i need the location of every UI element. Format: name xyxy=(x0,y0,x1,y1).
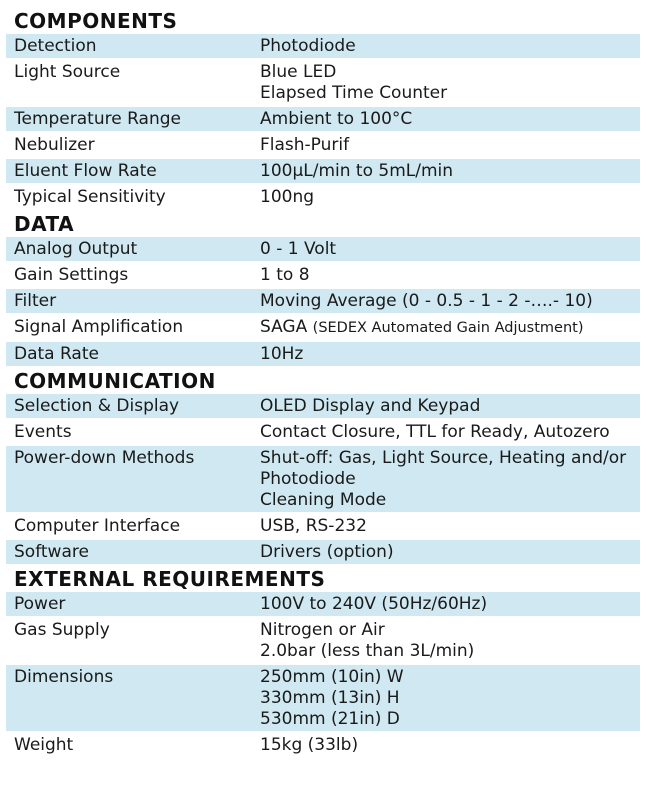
spec-label: Data Rate xyxy=(14,344,99,364)
spec-value xyxy=(260,187,640,208)
spec-value-line: 530mm (21in) D xyxy=(260,709,400,729)
spec-value-line: 100µL/min to 5mL/min xyxy=(260,161,454,181)
spec-row xyxy=(6,394,640,420)
spec-row xyxy=(6,34,640,60)
spec-row xyxy=(6,665,640,733)
spec-label: Power-down Methods xyxy=(14,448,195,468)
spec-value-line: Cleaning Mode xyxy=(260,490,387,510)
spec-label: Typical Sensitivity xyxy=(14,187,166,207)
spec-label: Dimensions xyxy=(14,667,114,687)
spec-value-line: OLED Display and Keypad xyxy=(260,396,481,416)
spec-value xyxy=(260,109,640,130)
spec-value-line: Shut-off: Gas, Light Source, Heating and/or xyxy=(260,448,627,468)
spec-row xyxy=(6,263,640,289)
spec-row xyxy=(6,592,640,618)
spec-label: Events xyxy=(14,422,72,442)
spec-value-line: SAGA (SEDEX Automated Gain Adjustment) xyxy=(260,317,584,337)
spec-table xyxy=(6,8,640,759)
spec-value xyxy=(260,239,640,260)
spec-label: Detection xyxy=(14,36,97,56)
spec-value xyxy=(260,396,640,417)
spec-value-line: Photodiode xyxy=(260,469,356,489)
section-heading: DATA xyxy=(6,211,640,237)
spec-row xyxy=(6,618,640,665)
spec-label: Gain Settings xyxy=(14,265,129,285)
spec-value-line: 330mm (13in) H xyxy=(260,688,400,708)
spec-value xyxy=(260,291,640,312)
spec-value xyxy=(260,265,640,286)
spec-row xyxy=(6,159,640,185)
spec-value xyxy=(260,161,640,182)
spec-value xyxy=(260,62,640,104)
spec-label: Software xyxy=(14,542,89,562)
spec-label: Nebulizer xyxy=(14,135,95,155)
spec-row xyxy=(6,133,640,159)
spec-label: Gas Supply xyxy=(14,620,110,640)
spec-value-line: 100ng xyxy=(260,187,315,207)
spec-row xyxy=(6,342,640,368)
spec-value-line: 250mm (10in) W xyxy=(260,667,404,687)
spec-value-line: Photodiode xyxy=(260,36,356,56)
spec-value-line: Moving Average (0 - 0.5 - 1 - 2 -….- 10) xyxy=(260,291,593,311)
spec-label: Eluent Flow Rate xyxy=(14,161,157,181)
spec-label: Temperature Range xyxy=(14,109,181,129)
spec-value-line: 100V to 240V (50Hz/60Hz) xyxy=(260,594,488,614)
spec-row xyxy=(6,237,640,263)
spec-label: Light Source xyxy=(14,62,121,82)
spec-value-line: 10Hz xyxy=(260,344,304,364)
spec-value-line: 2.0bar (less than 3L/min) xyxy=(260,641,475,661)
spec-value-line: Contact Closure, TTL for Ready, Autozero xyxy=(260,422,610,442)
spec-value xyxy=(260,542,640,563)
spec-row xyxy=(6,540,640,566)
spec-row xyxy=(6,289,640,315)
spec-value-line: 15kg (33lb) xyxy=(260,735,359,755)
spec-label: Computer Interface xyxy=(14,516,181,536)
spec-row xyxy=(6,315,640,342)
spec-label: Signal Amplification xyxy=(14,317,184,337)
spec-value xyxy=(260,667,640,730)
spec-value xyxy=(260,317,640,339)
spec-label: Analog Output xyxy=(14,239,138,259)
spec-value xyxy=(260,620,640,662)
spec-value xyxy=(260,36,640,57)
section-heading: COMPONENTS xyxy=(6,8,640,34)
spec-value xyxy=(260,448,640,511)
spec-row xyxy=(6,446,640,514)
spec-label: Power xyxy=(14,594,66,614)
spec-value-line: Flash-Purif xyxy=(260,135,350,155)
spec-value-line: Elapsed Time Counter xyxy=(260,83,448,103)
spec-value-line: Drivers (option) xyxy=(260,542,394,562)
spec-value xyxy=(260,344,640,365)
spec-value-line: 0 - 1 Volt xyxy=(260,239,337,259)
section-heading: COMMUNICATION xyxy=(6,368,640,394)
spec-value-note: (SEDEX Automated Gain Adjustment) xyxy=(312,320,584,336)
spec-row xyxy=(6,107,640,133)
spec-value-line: Ambient to 100°C xyxy=(260,109,413,129)
spec-value xyxy=(260,135,640,156)
spec-row xyxy=(6,514,640,540)
section-heading: EXTERNAL REQUIREMENTS xyxy=(6,566,640,592)
spec-value-line: 1 to 8 xyxy=(260,265,310,285)
spec-value xyxy=(260,422,640,443)
spec-label: Weight xyxy=(14,735,74,755)
spec-row xyxy=(6,733,640,759)
spec-row xyxy=(6,420,640,446)
spec-label: Filter xyxy=(14,291,57,311)
spec-value xyxy=(260,516,640,537)
spec-value-line: Blue LED xyxy=(260,62,337,82)
spec-row xyxy=(6,185,640,211)
spec-value-line: Nitrogen or Air xyxy=(260,620,385,640)
spec-value xyxy=(260,735,640,756)
spec-value-line: USB, RS-232 xyxy=(260,516,367,536)
spec-row xyxy=(6,60,640,107)
spec-label: Selection & Display xyxy=(14,396,180,416)
spec-value xyxy=(260,594,640,615)
